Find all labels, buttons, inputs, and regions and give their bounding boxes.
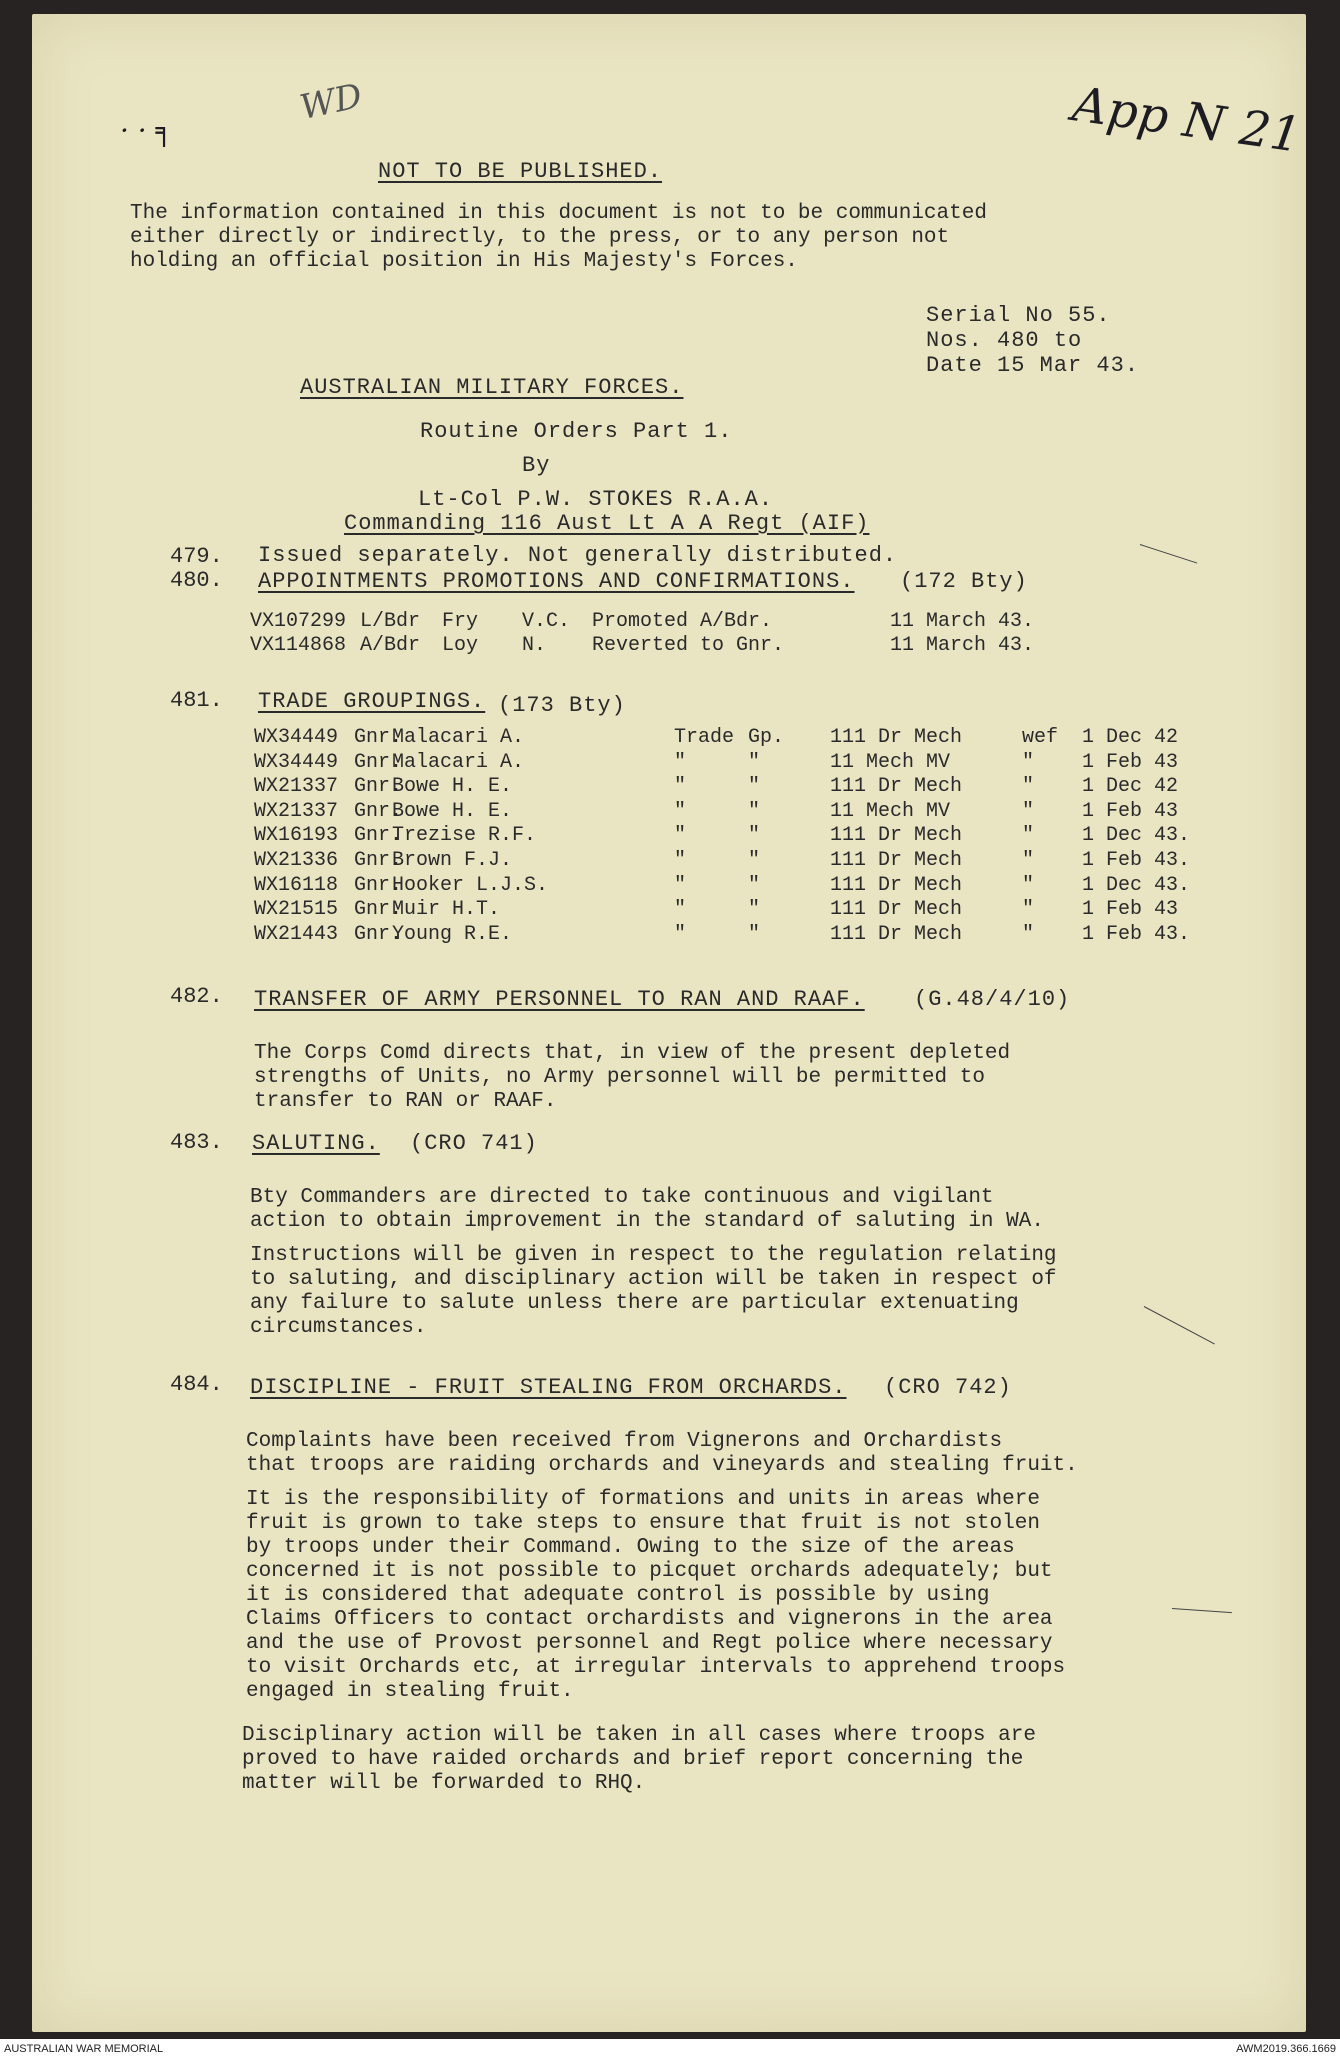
section-title: APPOINTMENTS PROMOTIONS AND CONFIRMATIONS. — [258, 569, 855, 594]
section-ref: (CRO 741) — [410, 1131, 538, 1156]
service-number: VX107299 — [250, 610, 347, 633]
ink-blot: · · ╕ — [120, 114, 173, 147]
trade: 111 Dr Mech — [830, 726, 963, 749]
document-sheet — [32, 14, 1306, 2032]
body-paragraph: Disciplinary action will be taken in all cases where troops are proved to have raided orchards and brief report concerning the matter will be forwarded to RHQ. — [242, 1724, 1036, 1795]
trade-label: " — [674, 849, 687, 872]
rank: A/Bdr — [360, 634, 421, 657]
service-number: WX21515 — [254, 898, 339, 922]
effective-label: " — [1022, 898, 1035, 922]
rank: Gnr. — [354, 922, 403, 946]
initials: V.C. — [522, 610, 571, 633]
section-ref: (173 Bty) — [498, 693, 626, 718]
group-label: " — [748, 849, 761, 872]
effective-date: 1 Dec 43. — [1082, 824, 1191, 848]
name: Bowe H. E. — [392, 775, 513, 799]
name: Trezise R.F. — [392, 824, 537, 848]
service-number: WX21443 — [254, 922, 339, 946]
handwritten-mark-top-right: App N 21 — [1069, 76, 1305, 164]
service-number: WX16193 — [254, 824, 339, 848]
trade-label: " — [674, 898, 687, 922]
group-label: " — [748, 898, 761, 922]
effective-date: 1 Feb 43. — [1082, 849, 1191, 872]
trade-label: " — [674, 775, 687, 799]
surname: Loy — [442, 634, 479, 657]
item-number: 481. — [170, 688, 223, 713]
trade-label: " — [674, 799, 687, 823]
service-number: WX34449 — [254, 750, 339, 774]
effective-date: 1 Dec 42 — [1082, 726, 1179, 749]
effective-date: 1 Feb 43. — [1082, 922, 1191, 946]
group-label: " — [748, 750, 761, 774]
name: Malacari A. — [392, 726, 525, 749]
officer-line: Lt-Col P.W. STOKES R.A.A. — [418, 487, 774, 512]
name: Hooker L.J.S. — [392, 873, 549, 897]
date: 11 March 43. — [890, 634, 1035, 657]
handwritten-mark-top-left: WD — [296, 75, 366, 129]
surname: Fry — [442, 610, 479, 633]
section-title: TRADE GROUPINGS. — [258, 689, 486, 714]
initials: N. — [522, 634, 547, 657]
body-paragraph: Instructions will be given in respect to the regulation relating to saluting, and disciplinary action will be taken in respect of any failure to salute unless there are particular extenuating circumstances. — [250, 1244, 1057, 1339]
rank: L/Bdr — [360, 610, 421, 633]
item-number: 483. — [170, 1130, 223, 1155]
group-label: " — [748, 922, 761, 946]
item-number: 484. — [170, 1372, 223, 1397]
trade: 11 Mech MV — [830, 750, 951, 774]
rank: Gnr. — [354, 873, 403, 897]
archive-name: AUSTRALIAN WAR MEMORIAL — [4, 2043, 164, 2055]
action: Reverted to Gnr. — [592, 634, 785, 657]
service-number: WX21336 — [254, 849, 339, 872]
rank: Gnr. — [354, 898, 403, 922]
effective-label: " — [1022, 873, 1035, 897]
rank: Gnr. — [354, 849, 403, 872]
effective-label: " — [1022, 750, 1035, 774]
section-ref: (172 Bty) — [900, 569, 1028, 594]
group-label: " — [748, 873, 761, 897]
trade-label: " — [674, 922, 687, 946]
item-number: 482. — [170, 984, 223, 1009]
effective-date: 1 Feb 43 — [1082, 750, 1179, 774]
effective-label: " — [1022, 824, 1035, 848]
serial-number: Serial No 55. — [926, 303, 1111, 328]
item-text: Issued separately. Not generally distributed. — [258, 543, 898, 568]
effective-date: 1 Dec 42 — [1082, 775, 1179, 799]
margin-tick — [1140, 544, 1197, 563]
section-title: TRANSFER OF ARMY PERSONNEL TO RAN AND RAAF. — [254, 987, 865, 1012]
archive-reference: AWM2019.366.1669 — [1236, 2043, 1336, 2055]
body-paragraph: Complaints have been received from Vignerons and Orchardists that troops are raiding orchards and vineyards and stealing fruit. — [246, 1430, 1078, 1477]
orders-heading: Routine Orders Part 1. — [420, 419, 733, 444]
action: Promoted A/Bdr. — [592, 610, 773, 633]
trade: 11 Mech MV — [830, 799, 951, 823]
service-number: WX34449 — [254, 726, 339, 749]
order-date: Date 15 Mar 43. — [926, 353, 1140, 378]
effective-label: " — [1022, 775, 1035, 799]
section-title: SALUTING. — [252, 1131, 380, 1156]
rank: Gnr. — [354, 799, 403, 823]
rank: Gnr. — [354, 726, 403, 749]
date: 11 March 43. — [890, 610, 1035, 633]
name: Young R.E. — [392, 922, 513, 946]
body-paragraph: The Corps Comd directs that, in view of the present depleted strengths of Units, no Army personnel will be permitted to transfer to RAN or RAAF. — [254, 1042, 1011, 1113]
effective-date: 1 Feb 43 — [1082, 898, 1179, 922]
page-title: NOT TO BE PUBLISHED. — [378, 159, 663, 184]
by-line: By — [522, 453, 551, 478]
group-label: " — [748, 775, 761, 799]
effective-date: 1 Dec 43. — [1082, 873, 1191, 897]
trade-label: " — [674, 873, 687, 897]
trade: 111 Dr Mech — [830, 922, 963, 946]
effective-label: " — [1022, 849, 1035, 872]
name: Brown F.J. — [392, 849, 513, 872]
trade-label: Trade — [674, 726, 735, 749]
rank: Gnr. — [354, 750, 403, 774]
trade: 111 Dr Mech — [830, 775, 963, 799]
body-paragraph: It is the responsibility of formations and units in areas where fruit is grown to take steps to ensure that fruit is not stolen by troops under their Command. Owing to the size of the areas concerned it is not possible to picquet orchards adequately; but it is considered that adequate control is possible by using Claims Officers to contact orchardists and vignerons in the area and the use of Provost personnel and Regt police where necessary to visit Orchards etc, at irregular intervals to apprehend troops engaged in stealing fruit. — [246, 1488, 1066, 1703]
service-number: VX114868 — [250, 634, 347, 657]
trade-label: " — [674, 750, 687, 774]
rank: Gnr. — [354, 824, 403, 848]
service-number: WX21337 — [254, 799, 339, 823]
group-label: " — [748, 824, 761, 848]
rank: Gnr. — [354, 775, 403, 799]
force-heading: AUSTRALIAN MILITARY FORCES. — [300, 375, 684, 400]
item-number: 479. — [170, 544, 223, 569]
margin-tick — [1144, 1306, 1215, 1344]
notice-paragraph: The information contained in this document is not to be communicated either directly or indirectly, to the press, or to any person not holding an official position in His Majesty's Forces. — [130, 202, 987, 273]
trade: 111 Dr Mech — [830, 873, 963, 897]
trade: 111 Dr Mech — [830, 849, 963, 872]
item-number: 480. — [170, 568, 223, 593]
order-numbers: Nos. 480 to — [926, 328, 1083, 353]
trade: 111 Dr Mech — [830, 824, 963, 848]
effective-label: wef — [1022, 726, 1059, 749]
name: Muir H.T. — [392, 898, 501, 922]
body-paragraph: Bty Commanders are directed to take continuous and vigilant action to obtain improvement in the standard of saluting in WA. — [250, 1186, 1044, 1233]
section-ref: (G.48/4/10) — [914, 987, 1071, 1012]
service-number: WX21337 — [254, 775, 339, 799]
service-number: WX16118 — [254, 873, 339, 897]
margin-tick — [1172, 1608, 1232, 1613]
name: Malacari A. — [392, 750, 525, 774]
section-title: DISCIPLINE - FRUIT STEALING FROM ORCHARDS. — [250, 1375, 847, 1400]
trade: 111 Dr Mech — [830, 898, 963, 922]
archive-footer — [0, 2039, 1340, 2061]
trade-label: " — [674, 824, 687, 848]
section-ref: (CRO 742) — [884, 1375, 1012, 1400]
effective-label: " — [1022, 799, 1035, 823]
group-label: Gp. — [748, 726, 785, 749]
group-label: " — [748, 799, 761, 823]
name: Bowe H. E. — [392, 799, 513, 823]
effective-date: 1 Feb 43 — [1082, 799, 1179, 823]
effective-label: " — [1022, 922, 1035, 946]
command-line: Commanding 116 Aust Lt A A Regt (AIF) — [344, 511, 870, 536]
